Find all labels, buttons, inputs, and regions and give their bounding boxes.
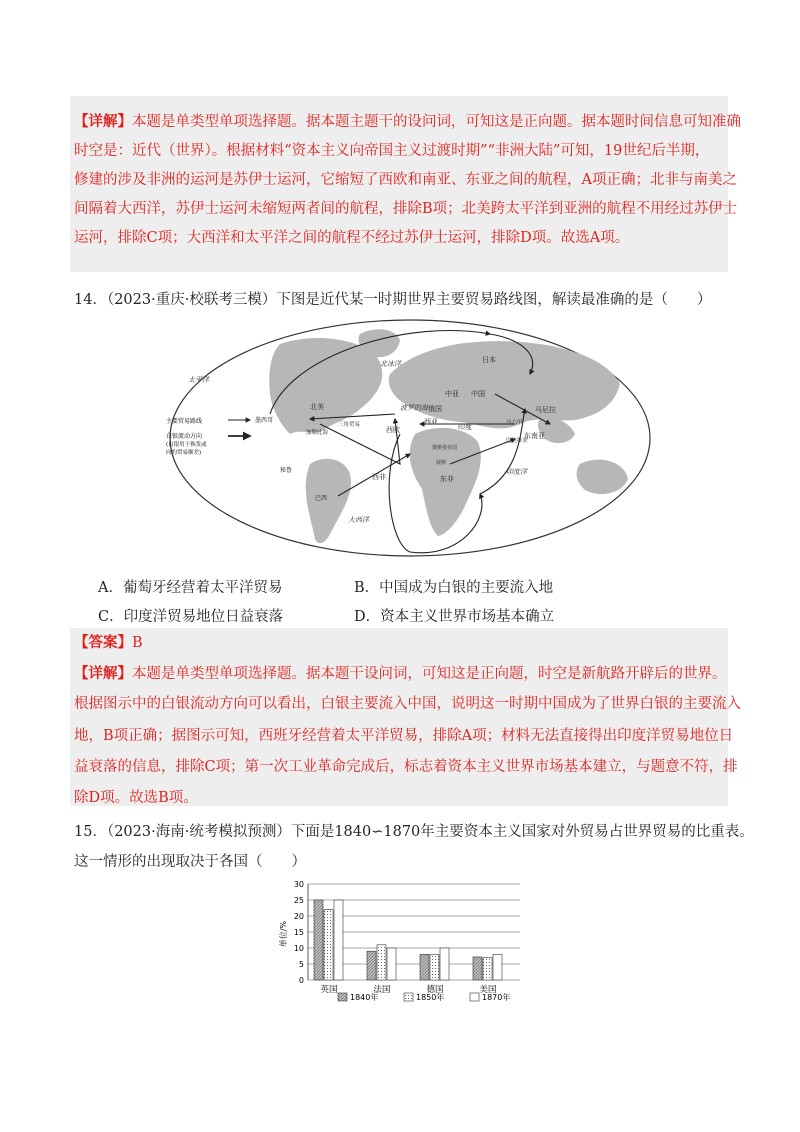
legend-swatch [404,993,413,1001]
legend-swatch [470,993,479,1001]
label-ottoman: 奥斯曼帝国 [432,445,458,451]
option-a: A．葡萄牙经营着太平洋贸易 [98,580,283,596]
label-pacific: 太平洋 [188,376,209,384]
y-axis-label: 单位/% [279,920,288,948]
label-india: 印度 [458,423,472,431]
y-tick-label: 30 [293,880,304,889]
bar [314,900,323,980]
trade-route-map [160,314,660,562]
legend-silver-3: 向的贸易顺差) [166,450,202,456]
label-baltic: 波罗的海 [400,404,428,412]
label-persia: 波斯 [436,460,447,466]
answer-line [74,633,143,653]
bar [367,951,376,980]
explanation-line: 运河，排除C项；大西洋和太平洋之间的航程不经过苏伊士运河，排除D项。故选A项。 [74,230,630,246]
label-russia: 俄国 [428,405,442,413]
option-d: D．资本主义世界市场基本确立 [354,609,555,625]
label-brazil: 巴西 [315,495,328,502]
x-tick-label: 英国 [320,985,338,995]
detail-tag: 【详解】 [74,665,132,682]
bar [473,957,482,980]
explanation-line: 间隔着大西洋，苏伊士运河未缩短两者间的航程，排除B项；北美跨太平洋到亚洲的航程不用经过苏伊士 [74,201,738,217]
legend-label: 1840年 [350,993,379,1002]
answer-value: B [132,635,143,651]
label-china: 中国 [471,390,485,398]
answer-tag: 【答案】 [74,634,132,651]
y-tick-label: 5 [298,960,304,969]
label-triangle: 三角贸易 [338,422,361,428]
detail-tag: 【详解】 [74,113,132,130]
label-east-africa: 东非 [440,475,454,483]
explanation-line: 时空是：近代（世界）。根据材料“资本主义向帝国主义过渡时期”“非洲大陆”可知，19世纪后半期， [74,143,710,159]
trade-share-bar-chart [272,874,532,1016]
bar [493,954,502,980]
bar [334,900,343,980]
label-southeast-asia: 东南亚 [524,432,545,440]
explanation-line: 除D项。故选B项。 [74,790,198,806]
legend-route: 主要贸易路线 [166,418,203,425]
y-tick-label: 15 [293,928,304,937]
explanation-line [74,112,741,132]
label-indian: 印度洋 [506,468,527,476]
label-peru: 秘鲁 [280,467,293,474]
label-central-asia: 中亚 [445,390,459,398]
explanation-line: 修建的涉及非洲的运河是苏伊士运河，它缩短了西欧和南亚、东亚之间的航程，A项正确；北非与南美之 [74,172,737,188]
y-tick-label: 20 [293,912,304,921]
explanation-line: 根据图示中的白银流动方向可以看出，白银主要流入中国，说明这一时期中国成为了世界白银的主要流入 [74,696,741,712]
label-caribbean: 加勒比海 [306,430,329,436]
answer-box-14 [70,628,728,806]
option-c: C．印度洋贸易地位日益衰落 [98,609,284,625]
legend-label: 1850年 [416,993,445,1002]
label-philippines: 马尼拉 [535,406,556,414]
bar [420,954,429,980]
explanation-line: 益衰落的信息，排除C项；第一次工业革命完成后，标志着资本主义世界市场基本建立，与题意不符，排 [74,759,738,775]
label-moluccas: 马六甲 [506,420,523,426]
label-north-america: 北美 [310,403,324,411]
legend-silver-2: (白银用于换货或 [166,442,207,448]
legend-silver: 白银流动方向 [166,433,203,440]
question-14-stem: 14．（2023·重庆·校联考三模）下图是近代某一时期世界主要贸易路线图，解读最准确的是（ ） [74,292,712,308]
y-tick-label: 25 [293,896,304,905]
label-batavia: 巴达维亚 [506,438,529,444]
x-tick-label: 法国 [373,985,391,995]
explanation-line [74,664,727,684]
bar [377,945,386,980]
detail-text: 本题是单类型单项选择题。据本题干设问词，可知这是正向题，时空是新航路开辟后的世界。 [132,666,727,682]
label-mexico: 墨西哥 [255,417,274,424]
label-west-asia: 西亚 [424,418,438,426]
option-b: B．中国成为白银的主要流入地 [354,580,554,596]
label-arctic: 北冰洋 [380,360,401,368]
detail-text: 本题是单类型单项选择题。据本题主题干的设问词，可知这是正向题。据本题时间信息可知准确 [132,114,741,130]
explanation-line: 地，B项正确；据图示可知，西班牙经营着太平洋贸易，排除A项；材料无法直接得出印度洋贸易地位日 [74,728,734,744]
y-tick-label: 10 [293,944,304,953]
bar [387,948,396,980]
x-tick-label: 德国 [426,985,444,995]
question-15-stem: 15．（2023·海南·统考模拟预测）下面是1840∽1870年主要资本主义国家对外贸易占世界贸易的比重表。 [74,824,754,840]
bar [483,958,492,980]
bar [440,948,449,980]
label-europe: 西欧 [386,426,400,434]
bar [430,954,439,980]
bar [324,910,333,980]
legend-swatch [338,993,347,1001]
label-japan: 日本 [482,356,496,364]
y-tick-label: 0 [298,976,304,985]
legend-label: 1870年 [482,993,511,1002]
label-west-africa: 西非 [372,473,386,481]
x-tick-label: 美国 [479,985,497,995]
question-15-stem-2: 这一情形的出现取决于各国（ ） [74,854,306,870]
label-atlantic: 大西洋 [348,516,369,524]
